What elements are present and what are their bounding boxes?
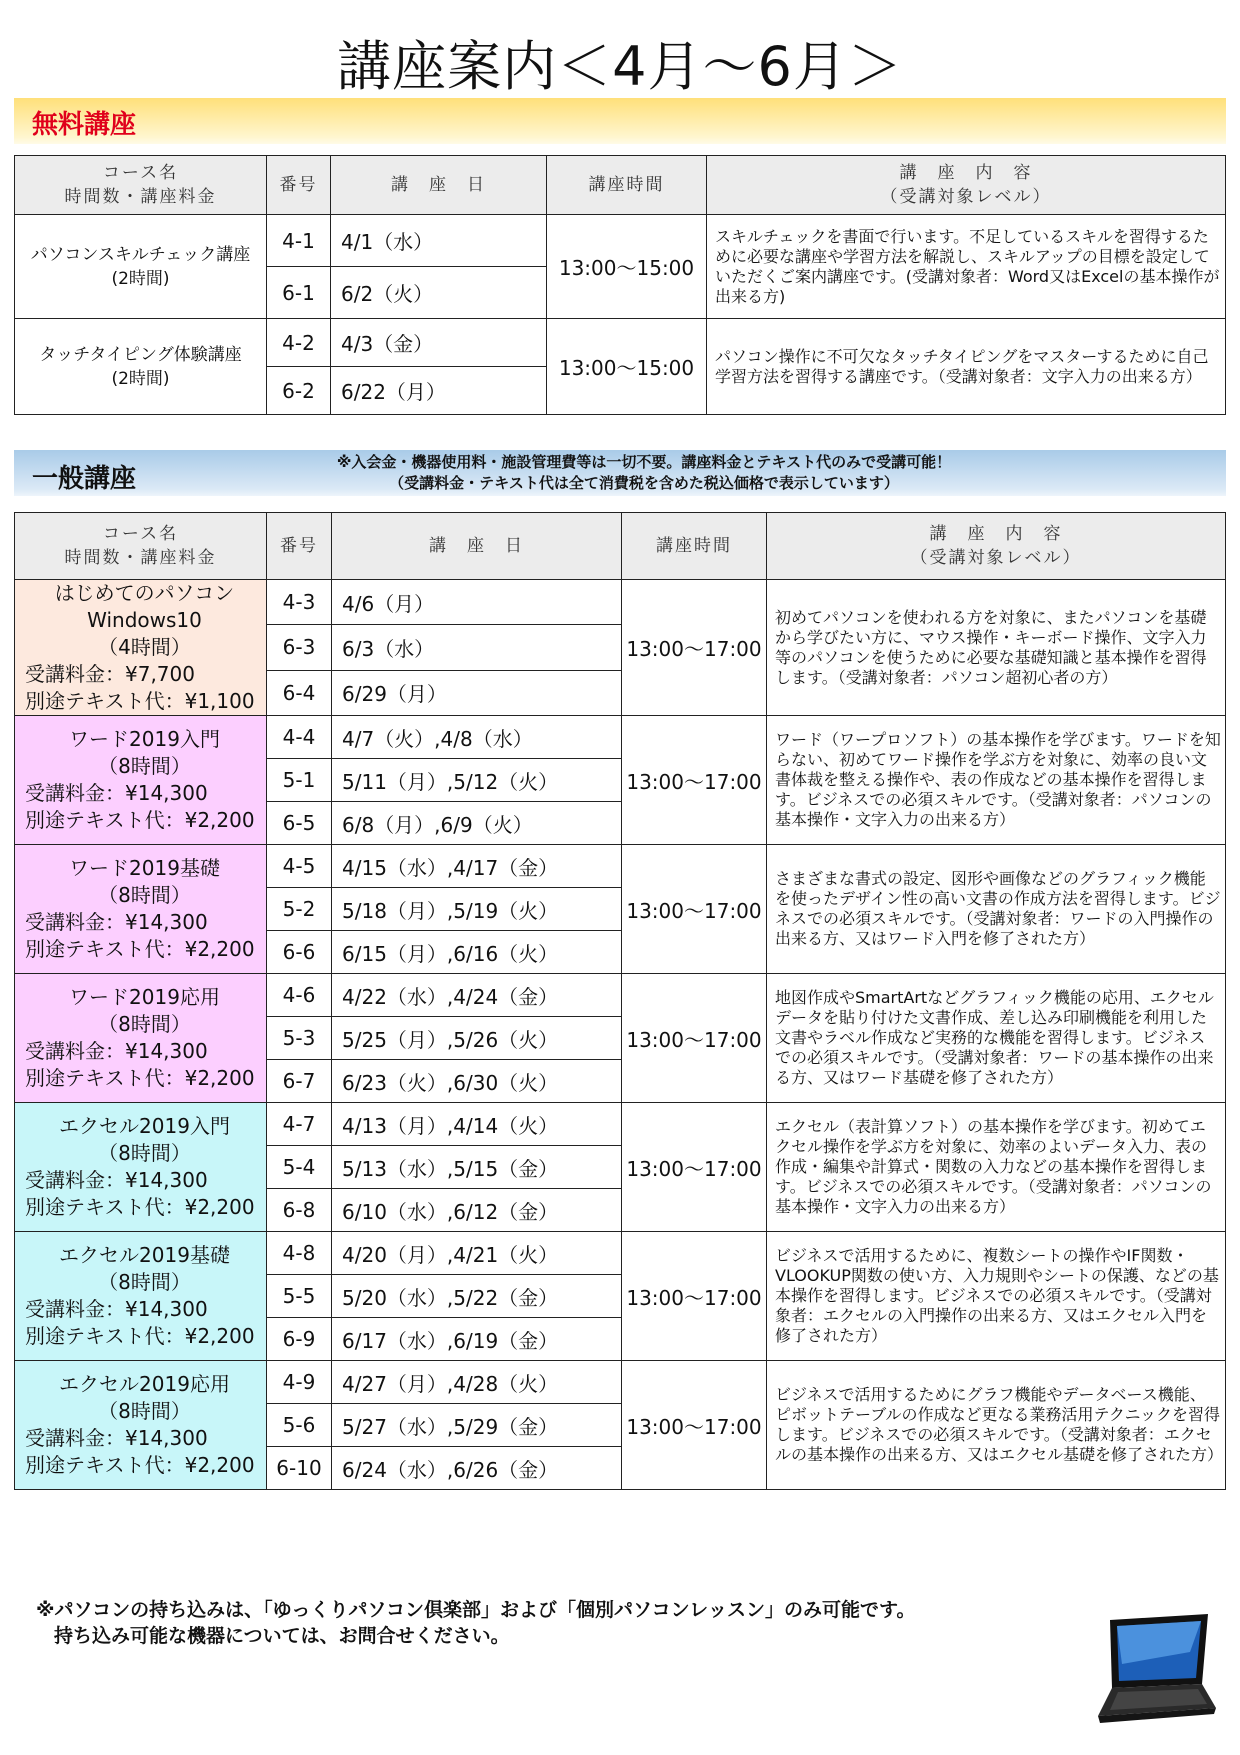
course-time: 13:00～15:00 bbox=[547, 319, 707, 415]
table-row bbox=[15, 215, 1226, 267]
general-course-table bbox=[14, 512, 1226, 1490]
course-date: 6/29（月） bbox=[332, 670, 622, 715]
course-number: 4-3 bbox=[267, 580, 332, 625]
course-date: 5/20（水）,5/22（金） bbox=[332, 1275, 622, 1318]
course-description: パソコン操作に不可欠なタッチタイピングをマスターするために自己学習方法を習得する講座です。（受講対象者：文字入力の出来る方） bbox=[707, 319, 1226, 415]
course-number: 5-1 bbox=[267, 759, 332, 802]
course-number: 4-6 bbox=[267, 974, 332, 1017]
course-date: 6/10（水）,6/12（金） bbox=[332, 1189, 622, 1232]
course-time: 13:00～17:00 bbox=[622, 580, 767, 716]
header-time: 講座時間 bbox=[547, 156, 707, 215]
course-date: 4/1（水） bbox=[331, 215, 547, 267]
course-date: 6/2（火） bbox=[331, 267, 547, 319]
general-section-label: 一般講座 bbox=[32, 464, 137, 494]
table-row bbox=[15, 319, 1226, 367]
course-number: 6-8 bbox=[267, 1189, 332, 1232]
course-description: エクセル（表計算ソフト）の基本操作を学びます。初めてエクセル操作を学ぶ方を対象に、効率のよいデータ入力、表の作成・編集や計算式・関数の入力などの基本操作を習得します。ビジネスでの必須スキルです。（受講対象者：パソコンの基本操作・文字入力の出来る方） bbox=[767, 1103, 1226, 1232]
course-description: 初めてパソコンを使われる方を対象に、またパソコンを基礎から学びたい方に、マウス操作・キーボード操作、文字入力等のパソコンを使うために必要な基礎知識と基本操作を習得します。（受講対象者：パソコン超初心者の方） bbox=[767, 580, 1226, 716]
course-time: 13:00～15:00 bbox=[547, 215, 707, 319]
course-number: 4-2 bbox=[267, 319, 331, 367]
header-course: コース名 時間数・講座料金 bbox=[15, 156, 267, 215]
course-name-cell: タッチタイピング体験講座 (2時間) bbox=[15, 319, 267, 415]
table-row bbox=[15, 1232, 1226, 1275]
course-name-cell: エクセル2019入門 （8時間） 受講料金：¥14,300 別途テキスト代：¥2,200 bbox=[15, 1103, 267, 1232]
course-date: 5/25（月）,5/26（火） bbox=[332, 1017, 622, 1060]
table-row bbox=[15, 974, 1226, 1017]
course-date: 5/27（水）,5/29（金） bbox=[332, 1404, 622, 1447]
course-description: ビジネスで活用するために、複数シートの操作やIF関数・VLOOKUP関数の使い方、入力規則やシートの保護、などの基本操作を習得します。ビジネスでの必須スキルです。（受講対象者：エクセルの入門操作の出来る方、又はエクセル入門を修了された方） bbox=[767, 1232, 1226, 1361]
course-time: 13:00～17:00 bbox=[622, 1103, 767, 1232]
course-date: 5/18（月）,5/19（火） bbox=[332, 888, 622, 931]
header-content: 講 座 内 容 （受講対象レベル） bbox=[707, 156, 1226, 215]
general-section-note: ※入会金・機器使用料・施設管理費等は一切不要。講座料金とテキスト代のみで受講可能！ （受講料金・テキスト代は全て消費税を含めた税込価格で表示しています） bbox=[336, 453, 952, 492]
course-date: 4/6（月） bbox=[332, 580, 622, 625]
header-course: コース名 時間数・講座料金 bbox=[15, 513, 267, 580]
course-name-cell: はじめてのパソコン Windows10 （4時間） 受講料金：¥7,700 別途テキスト代：¥1,100 bbox=[15, 580, 267, 716]
table-row bbox=[15, 845, 1226, 888]
header-number: 番号 bbox=[267, 156, 331, 215]
course-time: 13:00～17:00 bbox=[622, 1232, 767, 1361]
course-number: 6-5 bbox=[267, 802, 332, 845]
course-date: 6/17（水）,6/19（金） bbox=[332, 1318, 622, 1361]
course-name-cell: ワード2019応用 （8時間） 受講料金：¥14,300 別途テキスト代：¥2,200 bbox=[15, 974, 267, 1103]
course-number: 6-9 bbox=[267, 1318, 332, 1361]
free-section-label: 無料講座 bbox=[32, 110, 137, 140]
course-date: 6/15（月）,6/16（火） bbox=[332, 931, 622, 974]
course-date: 5/13（水）,5/15（金） bbox=[332, 1146, 622, 1189]
header-date: 講 座 日 bbox=[331, 156, 547, 215]
course-number: 5-4 bbox=[267, 1146, 332, 1189]
general-section-banner bbox=[14, 450, 1226, 496]
header-number: 番号 bbox=[267, 513, 332, 580]
course-description: 地図作成やSmartArtなどグラフィック機能の応用、エクセルデータを貼り付けた文書作成、差し込み印刷機能を利用した文書やラベル作成など実務的な機能を習得します。ビジネスでの必須スキルです。（受講対象者：ワードの基本操作の出来る方、又はワード基礎を修了された方） bbox=[767, 974, 1226, 1103]
course-description: スキルチェックを書面で行います。不足しているスキルを習得するために必要な講座や学習方法を解説し、スキルアップの目標を設定していただくご案内講座です。(受講対象者：Word又はExcelの基本操作が出来る方) bbox=[707, 215, 1226, 319]
course-name-cell: エクセル2019応用 （8時間） 受講料金：¥14,300 別途テキスト代：¥2,200 bbox=[15, 1361, 267, 1490]
course-date: 4/22（水）,4/24（金） bbox=[332, 974, 622, 1017]
course-number: 4-7 bbox=[267, 1103, 332, 1146]
course-date: 4/3（金） bbox=[331, 319, 547, 367]
course-date: 6/22（月） bbox=[331, 367, 547, 415]
course-date: 4/13（月）,4/14（火） bbox=[332, 1103, 622, 1146]
course-name-cell: エクセル2019基礎 （8時間） 受講料金：¥14,300 別途テキスト代：¥2,200 bbox=[15, 1232, 267, 1361]
course-name-cell: ワード2019入門 （8時間） 受講料金：¥14,300 別途テキスト代：¥2,200 bbox=[15, 716, 267, 845]
course-date: 6/24（水）,6/26（金） bbox=[332, 1447, 622, 1490]
footer-note: ※パソコンの持ち込みは、「ゆっくりパソコン倶楽部」および「個別パソコンレッスン」のみ可能です。 持ち込み可能な機器については、お問合せください。 bbox=[36, 1599, 916, 1647]
course-number: 6-4 bbox=[267, 670, 332, 715]
table-row bbox=[15, 580, 1226, 625]
course-number: 6-10 bbox=[267, 1447, 332, 1490]
course-number: 5-6 bbox=[267, 1404, 332, 1447]
course-description: さまざまな書式の設定、図形や画像などのグラフィック機能を使ったデザイン性の高い文書の作成方法を習得します。ビジネスでの必須スキルです。（受講対象者：ワードの入門操作の出来る方、又はワード入門を修了された方） bbox=[767, 845, 1226, 974]
course-number: 6-3 bbox=[267, 625, 332, 670]
course-description: ワード（ワープロソフト）の基本操作を学びます。ワードを知らない、初めてワード操作を学ぶ方を対象に、効率の良い文書体裁を整える操作や、表の作成などの基本操作を習得します。ビジネスでの必須スキルです。（受講対象者：パソコンの基本操作・文字入力の出来る方） bbox=[767, 716, 1226, 845]
course-time: 13:00～17:00 bbox=[622, 1361, 767, 1490]
course-date: 5/11（月）,5/12（火） bbox=[332, 759, 622, 802]
course-time: 13:00～17:00 bbox=[622, 974, 767, 1103]
course-name-cell: ワード2019基礎 （8時間） 受講料金：¥14,300 別途テキスト代：¥2,200 bbox=[15, 845, 267, 974]
course-number: 4-4 bbox=[267, 716, 332, 759]
course-number: 4-5 bbox=[267, 845, 332, 888]
course-number: 4-9 bbox=[267, 1361, 332, 1404]
header-content: 講 座 内 容 （受講対象レベル） bbox=[767, 513, 1226, 580]
course-number: 5-3 bbox=[267, 1017, 332, 1060]
course-number: 6-1 bbox=[267, 267, 331, 319]
course-number: 6-2 bbox=[267, 367, 331, 415]
header-time: 講座時間 bbox=[622, 513, 767, 580]
course-number: 6-6 bbox=[267, 931, 332, 974]
course-number: 6-7 bbox=[267, 1060, 332, 1103]
course-date: 4/7（火）,4/8（水） bbox=[332, 716, 622, 759]
course-description: ビジネスで活用するためにグラフ機能やデータベース機能、ピボットテーブルの作成など更なる業務活用テクニックを習得します。ビジネスでの必須スキルです。（受講対象者：エクセルの基本操作の出来る方、又はエクセル基礎を修了された方） bbox=[767, 1361, 1226, 1490]
course-date: 6/8（月）,6/9（火） bbox=[332, 802, 622, 845]
table-row bbox=[15, 716, 1226, 759]
free-course-table bbox=[14, 155, 1226, 415]
page-title: 講座案内＜4月～6月＞ bbox=[337, 35, 903, 98]
course-number: 5-2 bbox=[267, 888, 332, 931]
course-number: 4-8 bbox=[267, 1232, 332, 1275]
course-date: 6/3（水） bbox=[332, 625, 622, 670]
course-time: 13:00～17:00 bbox=[622, 716, 767, 845]
course-date: 6/23（火）,6/30（火） bbox=[332, 1060, 622, 1103]
course-date: 4/20（月）,4/21（火） bbox=[332, 1232, 622, 1275]
course-number: 5-5 bbox=[267, 1275, 332, 1318]
table-row bbox=[15, 1361, 1226, 1404]
course-time: 13:00～17:00 bbox=[622, 845, 767, 974]
header-date: 講 座 日 bbox=[332, 513, 622, 580]
laptop-icon bbox=[1090, 1612, 1220, 1727]
course-number: 4-1 bbox=[267, 215, 331, 267]
course-date: 4/27（月）,4/28（火） bbox=[332, 1361, 622, 1404]
table-row bbox=[15, 1103, 1226, 1146]
course-name-cell: パソコンスキルチェック講座 (2時間) bbox=[15, 215, 267, 319]
course-date: 4/15（水）,4/17（金） bbox=[332, 845, 622, 888]
free-section-banner bbox=[14, 98, 1226, 144]
